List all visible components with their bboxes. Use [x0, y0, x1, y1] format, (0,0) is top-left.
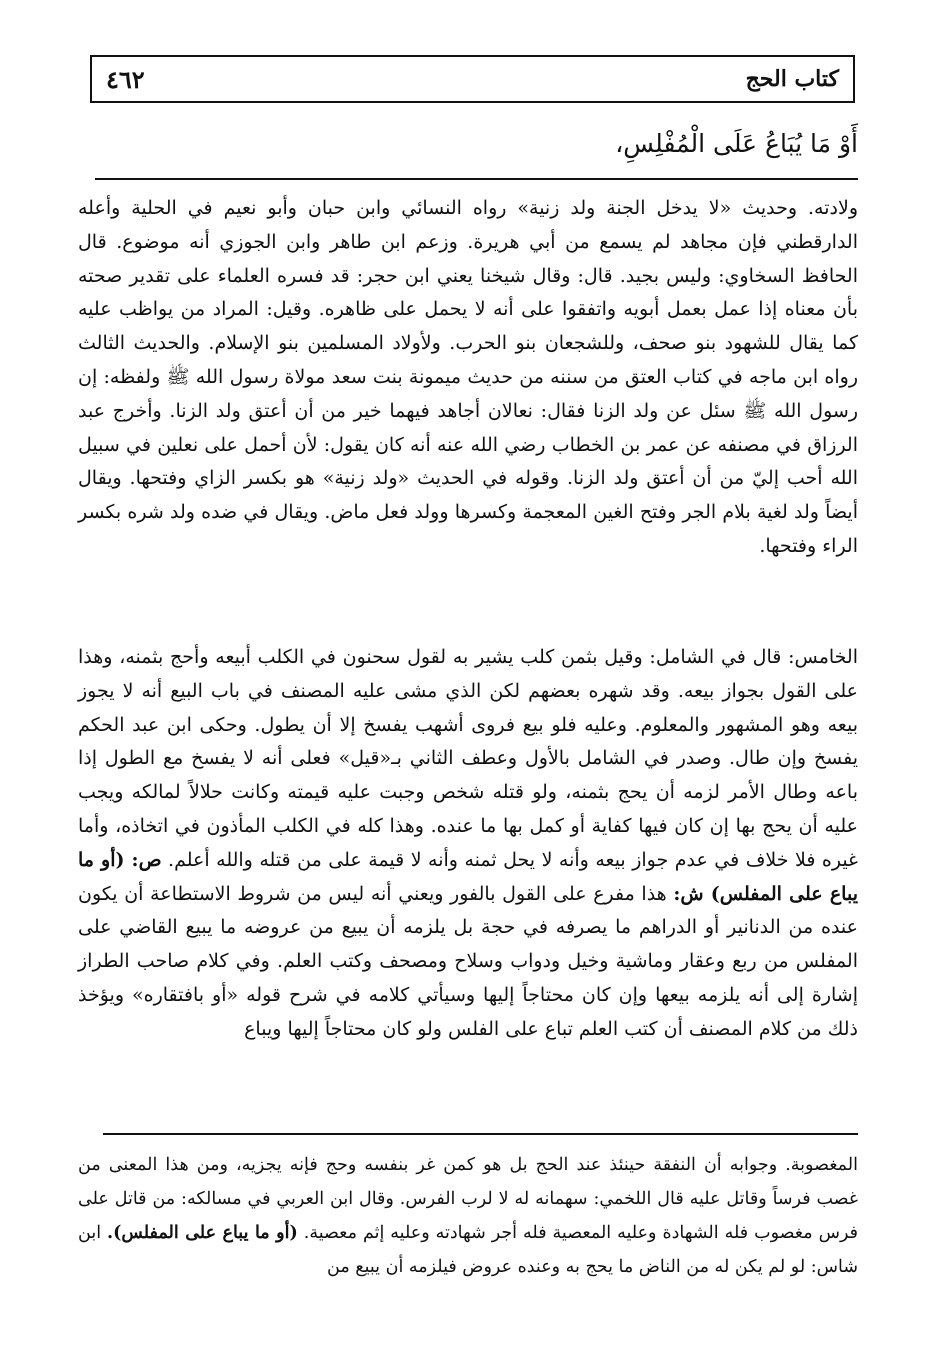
matn-divider	[95, 178, 858, 180]
footnote	[78, 1148, 858, 1284]
matn-quote: ص: (أو ما يباع على المفلس) ش:	[78, 848, 858, 905]
commentary-section-2	[78, 641, 858, 1047]
page-header	[90, 55, 855, 103]
footnote-text: المغصوبة. وجوابه أن النفقة حينئذ عند الحج بل هو كمن غر بنفسه وحج فإنه يجزيه، ومن هذا المعنى من غصب فرساً وقاتل عليه قال اللخمي: سهمانه له لا لرب الفرس. وقال ابن العربي في مسالكه: من قاتل على فرس مغصوب فله الشهادة وعليه المعصية فله أجر شهادته وعليه إثم معصية.	[78, 1155, 858, 1243]
footnote-paragraph	[78, 1148, 858, 1284]
paragraph-2	[78, 641, 858, 1047]
book-title: كتاب الحج	[745, 66, 839, 92]
footnote-matn-quote: (أو ما يباع على المفلس).	[107, 1223, 298, 1243]
footnote-divider	[103, 1133, 858, 1135]
paragraph-1: ولادته. وحديث «لا يدخل الجنة ولد زنية» رواه النسائي وابن حبان وأبو نعيم في الحلية وأعله الدارقطني فإن مجاهد لم يسمع من أبي هريرة. وزعم ابن طاهر وابن الجوزي أنه موضوع. قال الحافظ السخاوي: وليس بجيد. قال: وقال شيخنا يعني ابن حجر: قد فسره العلماء على تقدير صحته بأن معناه إذا عمل بعمل أبويه واتفقوا على أنه لا يحمل على ظاهره. وقيل: المراد من يواظب عليه كما يقال للشهود بنو صحف، وللشجعان بنو الحرب. ولأولاد المسلمين بنو الإسلام. والحديث الثالث رواه ابن ماجه في كتاب العتق من سننه من حديث ميمونة بنت سعد مولاة رسول الله ﷺ ولفظه: إن رسول الله ﷺ سئل عن ولد الزنا فقال: نعالان أجاهد فيهما خير من أن أعتق ولد الزنا. وأخرج عبد الرزاق في مصنفه عن عمر بن الخطاب رضي الله عنه أنه كان يقول: لأن أحمل على نعلين في سبيل الله أحب إليّ من أن أعتق ولد الزنا. وقوله في الحديث «ولد زنية» هو بكسر الزاي وفتحها. ويقال أيضاً ولد لغية بلام الجر وفتح الغين المعجمة وكسرها وولد فعل ماض. ويقال في ضده ولد شره بكسر الراء وفتحها.	[78, 197, 859, 557]
paragraph-2-continuation: هذا مفرع على القول بالفور ويعني أنه ليس من شروط الاستطاعة أن يكون عنده من الدنانير أو الدراهم ما يصرفه في حجة بل يلزمه أن يبيع من عروضه ما يبيع القاضي على المفلس من ربع وعقار وماشية وخيل ودواب وسلاح ومصحف وكتب العلم. وفي كلام صاحب الطراز إشارة إلى أنه يلزمه بيعها وإن كان محتاجاً إليها وسيأتي كلامه في شرح قوله «أو بافتقاره» ويؤخذ ذلك من كلام المصنف أن كتب العلم تباع على الفلس ولو كان محتاجاً إليها ويباع	[78, 882, 858, 1040]
paragraph-2-text: الخامس: قال في الشامل: وقيل بثمن كلب يشير به لقول سحنون في الكلب أبيعه وأحج بثمنه، وهذا على القول بجواز بيعه. وقد شهره بعضهم لكن الذي مشى عليه المصنف في باب البيع أنه لا يجوز بيعه وهو المشهور والمعلوم. وعليه فلو بيع فروى أشهب يفسخ إلا أن يطول. وحكى ابن عبد الحكم يفسخ وإن طال. وصدر في الشامل بالأول وعطف الثاني بـ«قيل» فعلى أنه لا يفسخ مع الطول إذا باعه وطال الأمر لزمه أن يحج بثمنه، ولو قتله شخص وجبت عليه قيمته وكانت حلالاً لمالكه ويجب عليه أن يحج بها إن كان فيها كفاية أو كمل بها ما عنده. وهذا كله في الكلب المأذون في اتخاذه، وأما غيره فلا خلاف في عدم جواز بيعه وأنه لا يحل ثمنه وأنه لا قيمة على من قتله والله أعلم.	[78, 646, 858, 871]
matn-line: أَوْ مَا يُبَاعُ عَلَى الْمُفْلِسِ،	[615, 129, 858, 158]
commentary-section-1	[78, 192, 858, 564]
page-number: ٤٦٢	[106, 64, 145, 94]
footnote-continuation: ابن شاس: لو لم يكن له من الناض ما يحج به وعنده عروض فيلزمه أن يبيع من	[78, 1223, 858, 1277]
